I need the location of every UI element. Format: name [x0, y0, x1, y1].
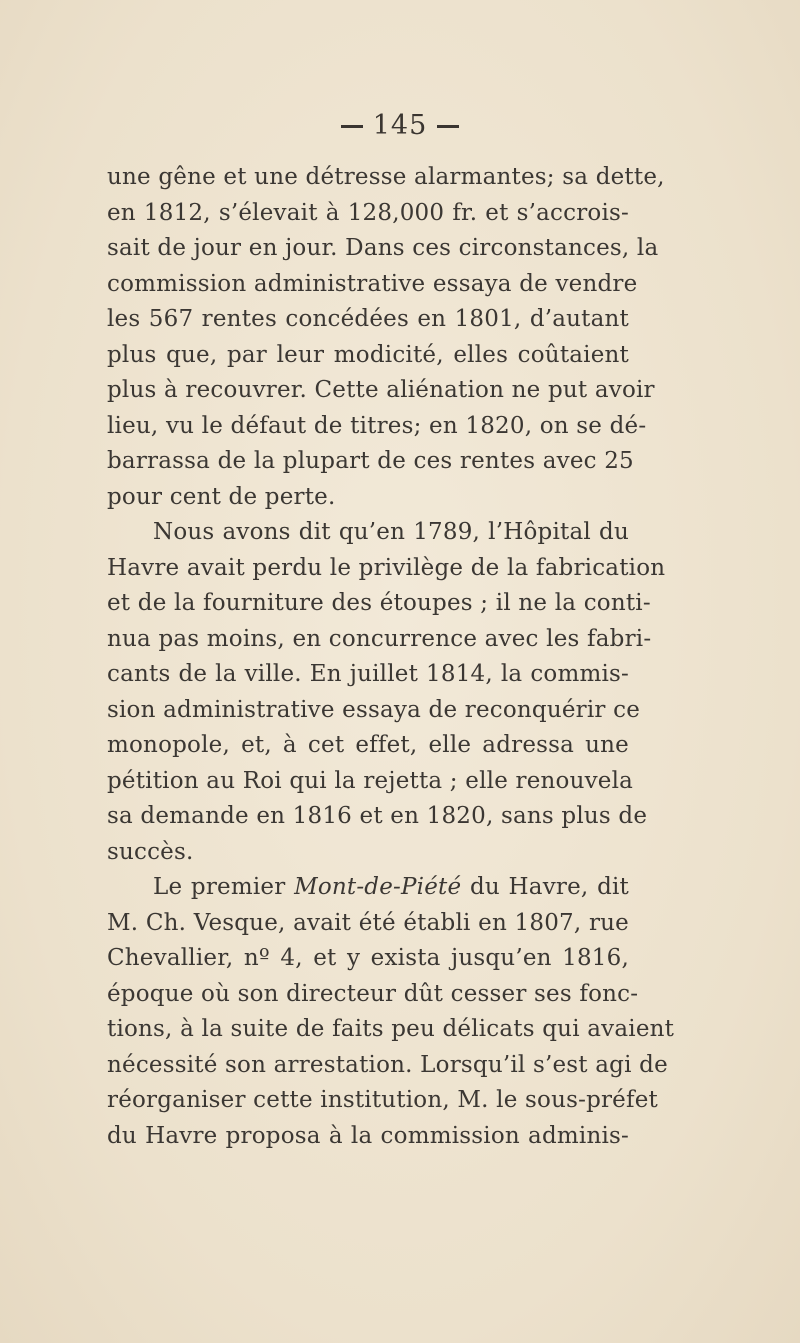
text-line: plus à recouvrer. Cette aliénation ne put avoir: [107, 377, 655, 403]
text-line: réorganiser cette institution, M. le sous-préfet: [107, 1087, 658, 1113]
text-line: Nous avons dit qu’en 1789, l’Hôpital du: [153, 519, 629, 545]
text-line: une gêne et une détresse alarmantes; sa dette,: [107, 164, 665, 190]
text-line: monopole, et, à cet effet, elle adressa une: [107, 732, 629, 758]
text-line: en 1812, s’élevait à 128,000 fr. et s’accrois-: [107, 199, 629, 226]
text-line: époque où son directeur dût cesser ses fonc-: [107, 980, 639, 1007]
text-line: succès.: [107, 838, 194, 865]
text-line: du Havre proposa à la commission adminis-: [107, 1122, 629, 1149]
text-line: tions, à la suite de faits peu délicats qui avaient: [107, 1016, 675, 1042]
text-line: sa demande en 1816 et en 1820, sans plus de: [107, 803, 648, 829]
left-dash: [341, 125, 363, 128]
paragraph-3: [107, 870, 675, 1154]
line-start: Le premier: [153, 874, 295, 900]
text-line: et de la fourniture des étoupes ; il ne la conti-: [107, 590, 651, 616]
text-line: lieu, vu le défaut de titres; en 1820, on se dé-: [107, 412, 647, 439]
page-number: 145: [372, 110, 428, 141]
text-line: sion administrative essaya de reconquérir ce: [107, 696, 641, 723]
page-header: [0, 110, 800, 141]
text-line: M. Ch. Vesque, avait été établi en 1807, rue: [107, 909, 629, 936]
paragraph-1: [107, 160, 665, 515]
body-text: [107, 160, 675, 1154]
text-line: [107, 870, 629, 906]
text-line: nua pas moins, en concurrence avec les fabri-: [107, 625, 652, 652]
text-line: cants de la ville. En juillet 1814, la commis-: [107, 661, 629, 687]
text-line: nécessité son arrestation. Lorsqu’il s’est agi de: [107, 1051, 668, 1078]
italic-term: Mont-de-Piété: [294, 874, 462, 900]
text-line: pour cent de perte.: [107, 483, 336, 510]
text-line: les 567 rentes concédées en 1801, d’autant: [107, 306, 629, 332]
text-line: sait de jour en jour. Dans ces circonstances, la: [107, 235, 659, 261]
text-line: Havre avait perdu le privilège de la fabrication: [107, 554, 666, 581]
line-end: du Havre, dit: [461, 874, 629, 900]
text-line: commission administrative essaya de vendre: [107, 270, 638, 297]
text-line: plus que, par leur modicité, elles coûtaient: [107, 341, 629, 368]
text-line: Chevallier, nº 4, et y exista jusqu’en 1816,: [107, 945, 629, 971]
paragraph-2: [107, 515, 666, 870]
text-line: pétition au Roi qui la rejetta ; elle renouvela: [107, 767, 634, 794]
right-dash: [437, 125, 459, 128]
text-line: barrassa de la plupart de ces rentes avec 25: [107, 448, 634, 474]
